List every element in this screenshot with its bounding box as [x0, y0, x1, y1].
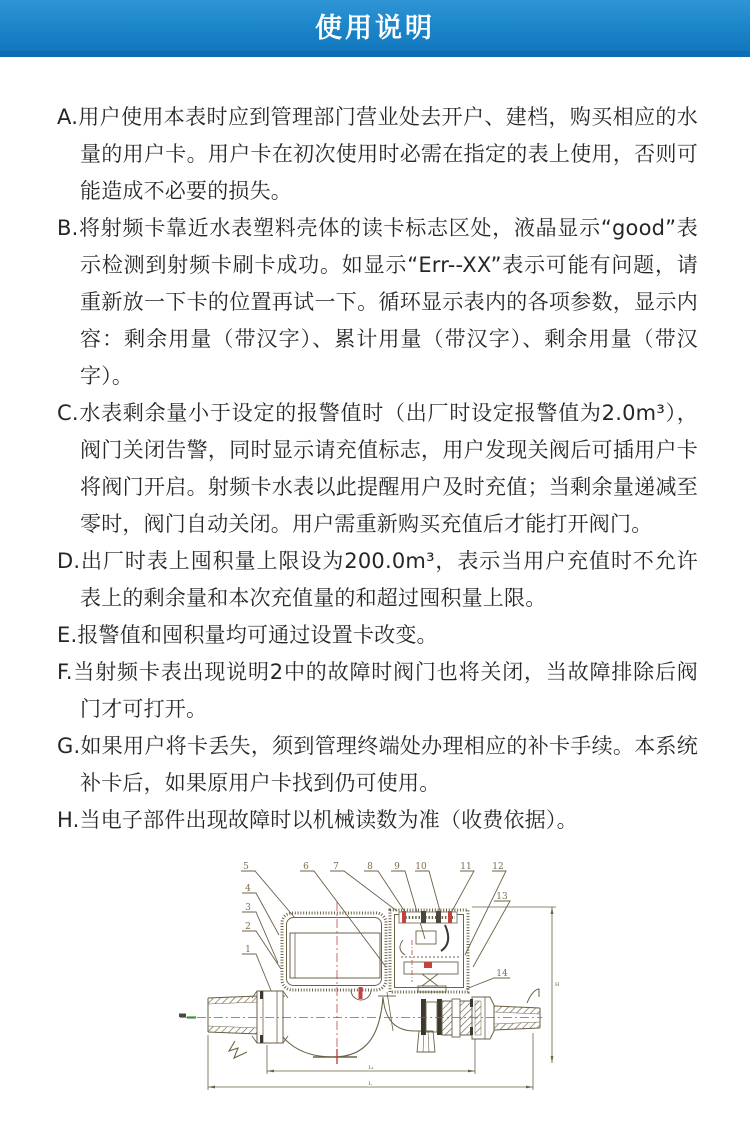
red-valve-part: [359, 987, 363, 999]
callout-8: 8: [367, 862, 373, 872]
callout-10: 10: [415, 862, 427, 872]
register-box: [390, 910, 468, 992]
item-label: G.: [57, 734, 81, 758]
item-label: D.: [57, 549, 81, 573]
callout-13: 13: [496, 892, 508, 902]
instruction-item-a: [57, 99, 698, 210]
item-text: 报警值和囤积量均可通过设置卡改变。: [77, 623, 438, 647]
item-text: 用户使用本表时应到管理部门营业处去开户、建档，购买相应的水量的用户卡。用户卡在初次使用时必需在指定的表上使用，否则可能造成不必要的损失。: [78, 105, 698, 203]
callout-2: 2: [245, 922, 251, 932]
callout-1: 1: [245, 945, 251, 955]
inlet-mark: [179, 1014, 186, 1018]
instruction-item-e: [57, 617, 698, 654]
item-text: 如果用户将卡丢失，须到管理终端处办理相应的补卡手续。本系统补卡后，如果原用户卡找到仍可使用。: [80, 734, 698, 795]
callout-11: 11: [460, 862, 472, 872]
item-label: C.: [57, 401, 79, 425]
item-text: 当射频卡表出现说明2中的故障时阀门也将关闭，当故障排除后阀门才可打开。: [72, 660, 698, 721]
seal-wire-clip: [229, 1041, 247, 1058]
electronics-housing: [282, 913, 386, 1000]
callout-5: 5: [243, 862, 249, 872]
page-title: 使用说明: [315, 13, 435, 44]
page-header: [0, 0, 750, 57]
callout-3: 3: [245, 903, 251, 913]
callout-12: 12: [492, 862, 504, 872]
dim-label-inner: L₁: [368, 1065, 374, 1071]
instruction-item-g: [57, 728, 698, 802]
callout-14: 14: [496, 969, 508, 979]
meter-body: [208, 989, 540, 1058]
item-label: B.: [57, 216, 79, 240]
item-label: E.: [57, 623, 78, 647]
instruction-list: [0, 57, 750, 839]
item-label: F.: [57, 660, 73, 684]
instruction-item-c: [57, 395, 698, 543]
callout-4: 4: [245, 884, 251, 894]
callout-9: 9: [394, 862, 400, 872]
instruction-item-d: [57, 543, 698, 617]
instruction-item-h: [57, 802, 698, 839]
item-text: 将射频卡靠近水表塑料壳体的读卡标志区处，液晶显示“good”表示检测到射频卡刷卡成功。如显示“Err--XX”表示可能有问题，请重新放一下卡的位置再试一下。循环显示表内的各项参数，显示内容：剩余用量（带汉字）、累计用量（带汉字）、剩余用量（带汉字）。: [78, 216, 698, 388]
centerlines: [179, 902, 542, 1065]
callout-6: 6: [303, 862, 309, 872]
callout-7: 7: [333, 862, 339, 872]
dim-label-outer: L: [368, 1081, 372, 1087]
item-label: A.: [57, 105, 79, 129]
water-meter-diagram: [175, 845, 575, 1119]
item-label: H.: [57, 808, 80, 832]
dim-label-height: H: [555, 982, 560, 988]
item-text: 当电子部件出现故障时以机械读数为准（收费依据）。: [79, 808, 578, 832]
water-meter-cross-section: [175, 845, 575, 1115]
instruction-item-f: [57, 654, 698, 728]
item-text: 水表剩余量小于设定的报警值时（出厂时设定报警值为2.0m³），阀门关闭告警，同时显示请充值标志，用户发现关阀后可插用户卡将阀门开启。射频卡水表以此提醒用户及时充值；当剩余量递减至零时，阀门自动关闭。用户需重新购买充值后才能打开阀门。: [78, 401, 698, 536]
instruction-item-b: [57, 210, 698, 395]
item-text: 出厂时表上囤积量上限设为200.0m³，表示当用户充值时不允许表上的剩余量和本次充值量的和超过囤积量上限。: [80, 549, 698, 610]
